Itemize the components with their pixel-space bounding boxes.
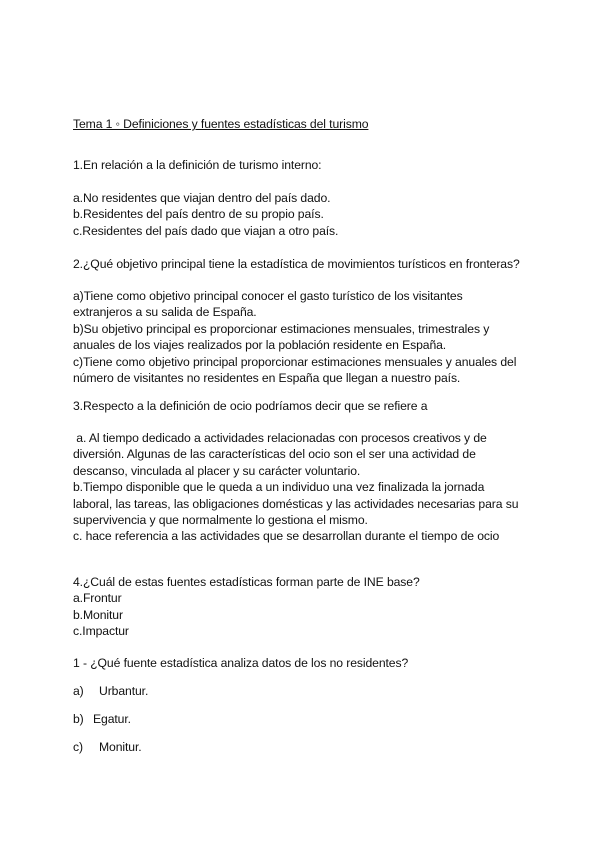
option-letter: a) — [73, 684, 84, 698]
option-a — [73, 683, 148, 699]
question-5-block — [73, 655, 543, 671]
question-1-block — [73, 157, 543, 173]
option-c: c.Impactur — [73, 624, 129, 639]
question-text: 2.¿Qué objetivo principal tiene la estadística de movimientos turísticos en fronteras? — [73, 257, 520, 271]
question-3-options — [73, 430, 543, 545]
document-title: Tema 1 ◦ Definiciones y fuentes estadísticas del turismo — [73, 117, 369, 131]
option-b — [73, 711, 131, 727]
question-text: 1.En relación a la definición de turismo interno: — [73, 158, 322, 172]
option-c-line-2: número de visitantes no residentes en España que llegan a nuestro país. — [73, 371, 461, 386]
option-a-line-2: extranjeros a su salida de España. — [73, 305, 257, 320]
option-a-line-1: a. Al tiempo dedicado a actividades relacionadas con procesos creativos y de — [73, 431, 487, 445]
option-text: Egatur. — [93, 712, 131, 726]
option-b: b.Monitur — [73, 607, 123, 622]
option-b-line-1: b)Su objetivo principal es proporcionar estimaciones mensuales, trimestrales y — [73, 321, 490, 336]
option-b-line-1: b.Tiempo disponible que le queda a un individuo una vez finalizada la jornada — [73, 480, 485, 495]
option-c-line-1: c. hace referencia a las actividades que se desarrollan durante el tiempo de ocio — [73, 529, 500, 544]
question-2-options — [73, 288, 543, 386]
option-text: Urbantur. — [99, 684, 149, 698]
question-4-block — [73, 574, 543, 640]
option-a-line-2: diversión. Algunas de las características del ocio son el ser una actividad de — [73, 447, 476, 462]
option-a: a.Frontur — [73, 591, 122, 606]
option-b-line-2: laboral, las tareas, las obligaciones domésticas y las actividades necesarias para su — [73, 496, 519, 511]
option-letter: c) — [73, 740, 83, 754]
option-c: c.Residentes del país dado que viajan a otro país. — [73, 223, 339, 238]
question-2-block — [73, 256, 543, 272]
option-c — [73, 739, 142, 755]
option-a: a.No residentes que viajan dentro del país dado. — [73, 191, 331, 205]
question-text: 3.Respecto a la definición de ocio podríamos decir que se refiere a — [73, 399, 428, 413]
option-text: Monitur. — [99, 740, 142, 754]
question-text: 4.¿Cuál de estas fuentes estadísticas forman parte de INE base? — [73, 575, 420, 589]
option-a-line-1: a)Tiene como objetivo principal conocer el gasto turístico de los visitantes — [73, 289, 463, 303]
question-1-options — [73, 190, 543, 239]
option-letter: b) — [73, 712, 84, 726]
option-b-line-2: anuales de los viajes realizados por la población residente en España. — [73, 338, 447, 353]
option-c-line-1: c)Tiene como objetivo principal proporcionar estimaciones mensuales y anuales del — [73, 354, 517, 369]
option-b-line-3: supervivencia y que normalmente lo gestiona el mismo. — [73, 513, 368, 528]
option-a-line-3: descanso, vinculada al placer y su carácter voluntario. — [73, 463, 361, 478]
question-3-block — [73, 398, 543, 414]
option-b: b.Residentes del país dentro de su propio país. — [73, 207, 324, 222]
question-text: 1 - ¿Qué fuente estadística analiza datos de los no residentes? — [73, 656, 409, 670]
